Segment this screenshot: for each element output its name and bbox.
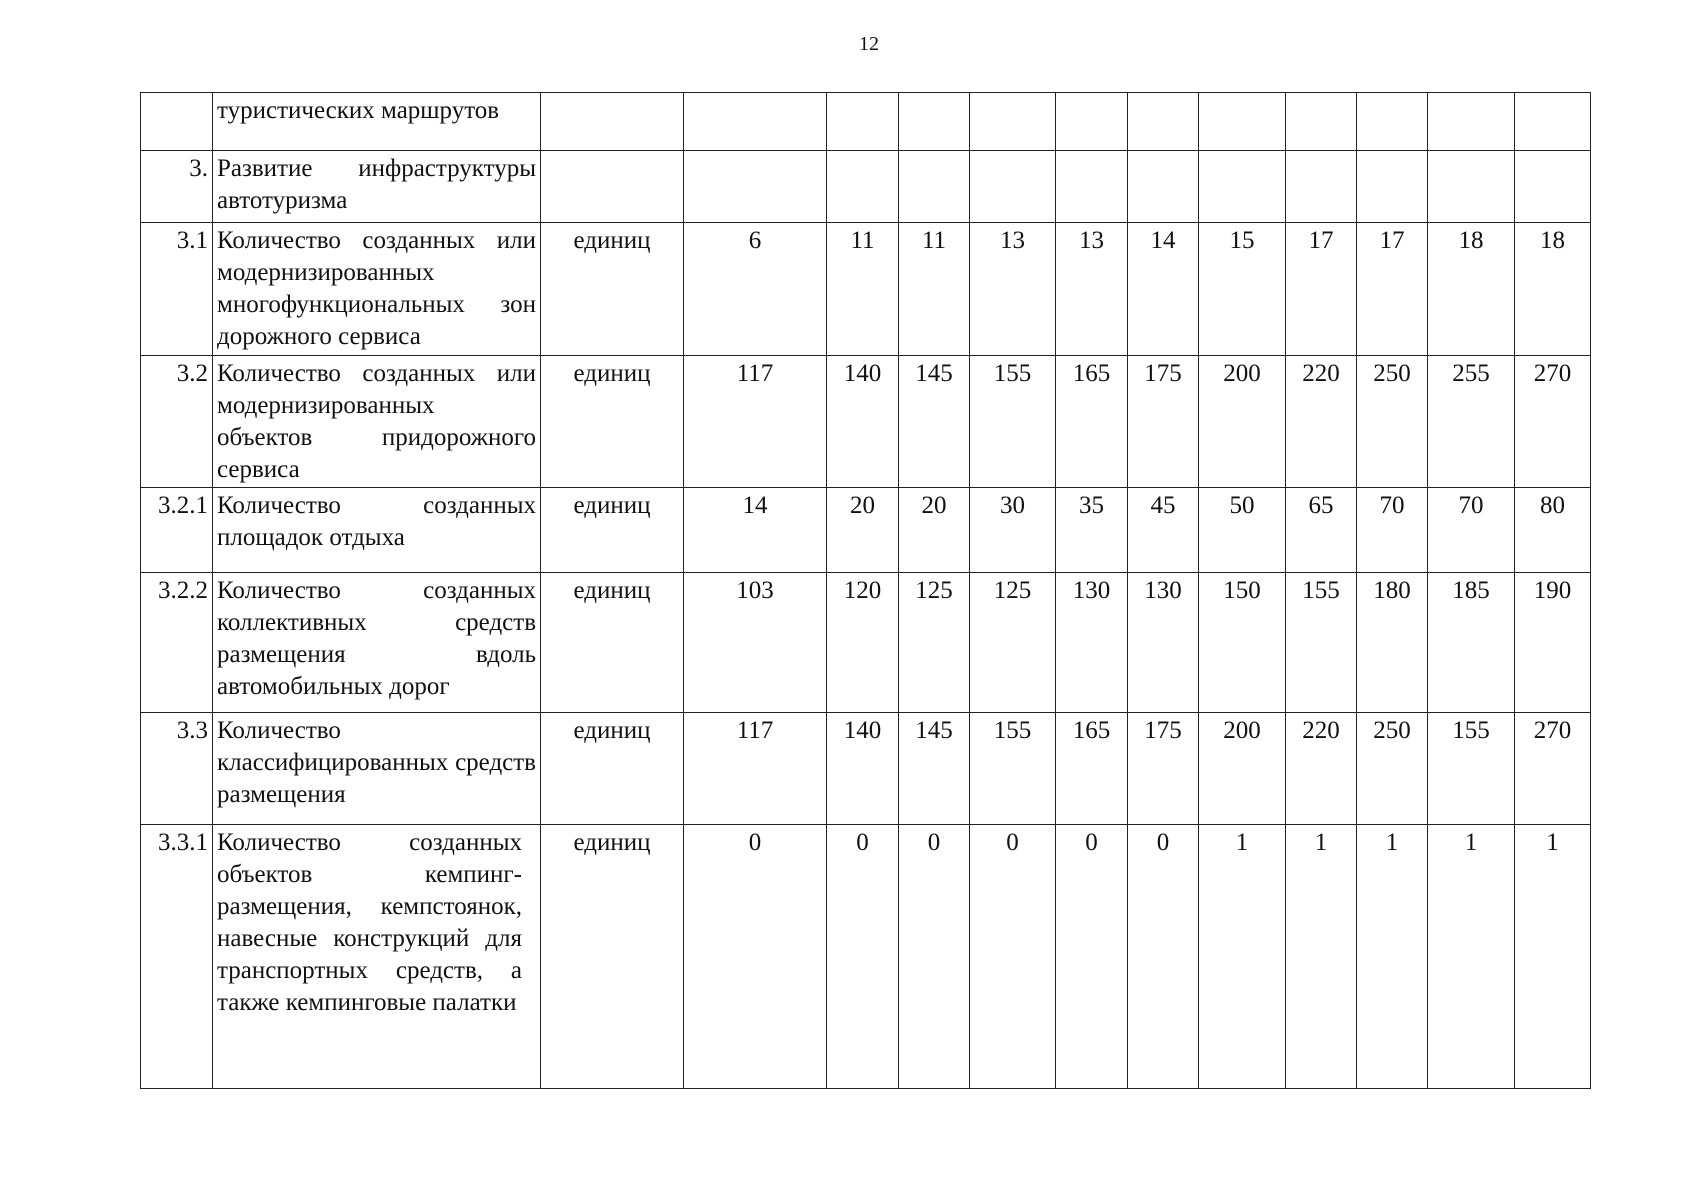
value-cell	[1357, 151, 1428, 223]
value-cell: 175	[1128, 713, 1199, 825]
value-cell: 117	[684, 713, 827, 825]
row-number: 3.3	[141, 713, 213, 825]
table-row	[141, 151, 1591, 223]
value-cell	[1199, 93, 1286, 151]
table-row	[141, 713, 1591, 825]
indicator-name: Количество созданных или модернизированных многофункциональных зон дорожного сервиса	[213, 223, 541, 356]
value-cell: 35	[1056, 488, 1128, 573]
value-cell: 1	[1357, 825, 1428, 1089]
value-cell	[970, 93, 1056, 151]
value-cell: 155	[970, 356, 1056, 488]
row-number: 3.2.2	[141, 573, 213, 713]
indicator-name: Количество классифицированных средств размещения	[213, 713, 541, 825]
value-cell: 140	[827, 713, 899, 825]
value-cell: 20	[827, 488, 899, 573]
value-cell: 0	[970, 825, 1056, 1089]
value-cell	[1428, 151, 1515, 223]
value-cell: 0	[827, 825, 899, 1089]
unit-cell: единиц	[541, 356, 684, 488]
indicator-name: Количество созданных площадок отдыха	[213, 488, 541, 573]
row-number: 3.2.1	[141, 488, 213, 573]
value-cell	[1056, 151, 1128, 223]
value-cell: 155	[1428, 713, 1515, 825]
value-cell: 145	[899, 356, 970, 488]
value-cell	[970, 151, 1056, 223]
row-number: 3.2	[141, 356, 213, 488]
unit-cell: единиц	[541, 573, 684, 713]
value-cell: 1	[1428, 825, 1515, 1089]
value-cell	[1286, 93, 1357, 151]
value-cell: 18	[1428, 223, 1515, 356]
page-number: 12	[859, 33, 879, 55]
value-cell: 45	[1128, 488, 1199, 573]
value-cell: 20	[899, 488, 970, 573]
table-row	[141, 356, 1591, 488]
value-cell: 250	[1357, 713, 1428, 825]
value-cell: 165	[1056, 356, 1128, 488]
value-cell	[827, 151, 899, 223]
value-cell: 17	[1286, 223, 1357, 356]
table-row	[141, 488, 1591, 573]
value-cell: 125	[899, 573, 970, 713]
value-cell: 50	[1199, 488, 1286, 573]
value-cell: 70	[1428, 488, 1515, 573]
value-cell	[1357, 93, 1428, 151]
value-cell: 6	[684, 223, 827, 356]
value-cell: 200	[1199, 713, 1286, 825]
row-number: 3.	[141, 151, 213, 223]
table-row	[141, 825, 1591, 1089]
value-cell: 250	[1357, 356, 1428, 488]
value-cell	[827, 93, 899, 151]
indicator-name: Развитие инфраструктуры автотуризма	[213, 151, 541, 223]
value-cell	[1128, 151, 1199, 223]
value-cell	[684, 93, 827, 151]
value-cell: 150	[1199, 573, 1286, 713]
value-cell	[1286, 151, 1357, 223]
unit-cell: единиц	[541, 825, 684, 1089]
value-cell: 255	[1428, 356, 1515, 488]
value-cell: 155	[1286, 573, 1357, 713]
row-number: 3.3.1	[141, 825, 213, 1089]
value-cell: 125	[970, 573, 1056, 713]
value-cell: 145	[899, 713, 970, 825]
value-cell: 180	[1357, 573, 1428, 713]
indicator-name: Количество созданных объектов кемпинг-размещения, кемпстоянок, навесные конструкций для транспортных средств, а также кемпинговые палатки	[213, 825, 541, 1089]
value-cell: 17	[1357, 223, 1428, 356]
unit-cell	[541, 151, 684, 223]
indicators-table	[140, 92, 1591, 1089]
value-cell: 14	[1128, 223, 1199, 356]
value-cell: 220	[1286, 713, 1357, 825]
value-cell	[899, 93, 970, 151]
value-cell: 270	[1515, 356, 1591, 488]
value-cell: 120	[827, 573, 899, 713]
value-cell: 155	[970, 713, 1056, 825]
row-number	[141, 93, 213, 151]
value-cell	[1056, 93, 1128, 151]
indicator-name: туристических маршрутов	[213, 93, 541, 151]
indicator-name: Количество созданных или модернизированных объектов придорожного сервиса	[213, 356, 541, 488]
value-cell: 1	[1286, 825, 1357, 1089]
value-cell	[1128, 93, 1199, 151]
value-cell: 13	[1056, 223, 1128, 356]
value-cell: 80	[1515, 488, 1591, 573]
unit-cell: единиц	[541, 488, 684, 573]
value-cell: 11	[827, 223, 899, 356]
value-cell: 165	[1056, 713, 1128, 825]
value-cell: 103	[684, 573, 827, 713]
value-cell: 30	[970, 488, 1056, 573]
value-cell	[684, 151, 827, 223]
unit-cell: единиц	[541, 713, 684, 825]
value-cell: 65	[1286, 488, 1357, 573]
value-cell: 1	[1199, 825, 1286, 1089]
value-cell: 13	[970, 223, 1056, 356]
value-cell	[899, 151, 970, 223]
value-cell: 0	[1056, 825, 1128, 1089]
row-number: 3.1	[141, 223, 213, 356]
value-cell: 130	[1056, 573, 1128, 713]
value-cell: 0	[1128, 825, 1199, 1089]
value-cell: 15	[1199, 223, 1286, 356]
value-cell: 190	[1515, 573, 1591, 713]
value-cell: 270	[1515, 713, 1591, 825]
value-cell	[1515, 93, 1591, 151]
table-row	[141, 93, 1591, 151]
value-cell: 200	[1199, 356, 1286, 488]
value-cell: 11	[899, 223, 970, 356]
value-cell	[1428, 93, 1515, 151]
unit-cell: единиц	[541, 223, 684, 356]
value-cell: 140	[827, 356, 899, 488]
value-cell: 185	[1428, 573, 1515, 713]
value-cell: 1	[1515, 825, 1591, 1089]
value-cell: 14	[684, 488, 827, 573]
table-row	[141, 223, 1591, 356]
value-cell: 0	[899, 825, 970, 1089]
value-cell: 220	[1286, 356, 1357, 488]
value-cell: 70	[1357, 488, 1428, 573]
value-cell: 18	[1515, 223, 1591, 356]
value-cell: 0	[684, 825, 827, 1089]
value-cell	[1199, 151, 1286, 223]
unit-cell	[541, 93, 684, 151]
value-cell	[1515, 151, 1591, 223]
table-row	[141, 573, 1591, 713]
value-cell: 130	[1128, 573, 1199, 713]
value-cell: 117	[684, 356, 827, 488]
indicator-name: Количество созданных коллективных средств размещения вдоль автомобильных дорог	[213, 573, 541, 713]
value-cell: 175	[1128, 356, 1199, 488]
